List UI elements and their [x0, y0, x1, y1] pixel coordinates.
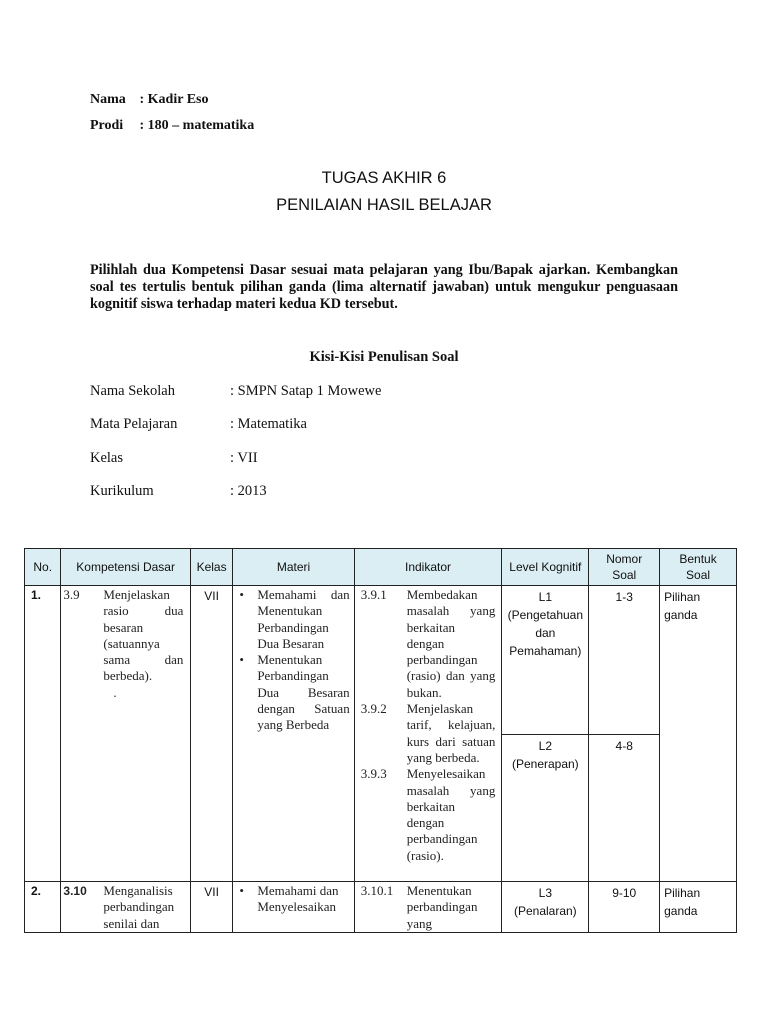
bentuk-line: ganda	[664, 904, 698, 918]
document-title: TUGAS AKHIR 6	[321, 169, 447, 187]
indicator-number: 3.9.1	[360, 587, 387, 602]
table-header-row	[25, 549, 737, 586]
kd-number: 3.10	[63, 884, 87, 898]
kd-cell	[61, 882, 190, 933]
level-desc: (Pengetahuan	[507, 608, 584, 622]
table-row	[25, 586, 737, 735]
row-number: 1.	[25, 586, 61, 882]
question-grid-table	[24, 548, 737, 933]
list-item: • Menentukan Perbandingan Dua Besaran dengan Satuan yang Berbeda	[257, 652, 349, 733]
bentuk-cell	[660, 882, 737, 933]
header-bentuk-line2: Soal	[686, 568, 711, 582]
info-class	[90, 450, 258, 467]
indicator-number: 3.9.3	[360, 766, 387, 782]
indikator-cell	[354, 586, 502, 882]
prodi-label: Prodi	[90, 118, 124, 133]
nomor-cell: 4-8	[589, 735, 660, 882]
info-key: Kurikulum	[90, 483, 154, 499]
level-code: L1	[538, 590, 552, 604]
kelas-cell: VII	[190, 586, 232, 882]
indicator-number: 3.10.1	[360, 883, 394, 898]
student-name-line	[90, 92, 208, 108]
header-kelas: Kelas	[190, 549, 232, 586]
info-subject	[90, 416, 307, 433]
level-code: L2	[538, 739, 552, 753]
grid-title: Kisi-Kisi Penulisan Soal	[309, 349, 459, 365]
header-bentuk-line1: Bentuk	[679, 552, 717, 566]
info-value: : VII	[230, 450, 258, 466]
nomor-cell: 9-10	[589, 882, 660, 933]
bentuk-cell	[660, 586, 737, 882]
level-cell-l3	[502, 882, 589, 933]
info-value: : Matematika	[230, 416, 307, 432]
level-code: L3	[538, 886, 552, 900]
header-nomor-line1: Nomor	[606, 552, 643, 566]
assignment-instruction: Pilihlah dua Kompetensi Dasar sesuai mata pelajaran yang Ibu/Bapak ajarkan. Kembangkan soal tes tertulis bentuk pilihan ganda (lima alternatif jawaban) untuk mengukur penguasaan kognitif siswa terhadap materi kedua KD tersebut.	[90, 262, 678, 312]
header-kompetensi-dasar: Kompetensi Dasar	[61, 549, 190, 586]
level-desc: Pemahaman)	[509, 644, 582, 658]
bentuk-line: ganda	[664, 608, 698, 622]
header-no: No.	[25, 549, 61, 586]
kd-number: 3.9	[63, 587, 80, 602]
info-school	[90, 383, 381, 400]
header-level-kognitif: Level Kognitif	[502, 549, 589, 586]
indicator-number: 3.9.2	[360, 701, 387, 717]
kd-cell	[61, 586, 190, 882]
info-value: : 2013	[230, 483, 267, 499]
indikator-cell	[354, 882, 502, 933]
header-materi: Materi	[233, 549, 354, 586]
level-desc: (Penerapan)	[511, 757, 579, 771]
row-number: 2.	[25, 882, 61, 933]
info-key: Nama Sekolah	[90, 383, 175, 399]
list-item: • Memahami dan Menentukan Perbandingan Dua Besaran	[257, 587, 349, 652]
prodi-value: : 180 – matematika	[139, 118, 255, 133]
indicator-item	[355, 701, 502, 766]
indicator-text: Menyelesaikan masalah yang berkaitan dengan perbandingan (rasio).	[406, 766, 496, 863]
nomor-cell: 1-3	[589, 586, 660, 735]
indicator-item	[355, 766, 502, 864]
header-nomor-soal	[589, 549, 660, 586]
indicator-text: Membedakan masalah yang berkaitan dengan perbandingan (rasio) dan yang bukan.	[406, 587, 496, 700]
table-row	[25, 882, 737, 933]
name-label: Nama	[90, 92, 126, 107]
level-desc: (Penalaran)	[513, 904, 577, 918]
study-program-line	[90, 118, 254, 134]
indicator-text: Menjelaskan tarif, kelajuan, kurs dari satuan yang berbeda.	[406, 701, 496, 765]
info-curriculum	[90, 483, 267, 500]
info-value: : SMPN Satap 1 Mowewe	[230, 383, 382, 399]
document-subtitle: PENILAIAN HASIL BELAJAR	[276, 196, 492, 214]
info-key: Mata Pelajaran	[90, 416, 178, 432]
level-desc: dan	[535, 626, 556, 640]
indicator-item	[355, 587, 502, 701]
header-indikator: Indikator	[354, 549, 502, 586]
info-key: Kelas	[90, 450, 124, 466]
kd-text: Menganalisis perbandingan senilai dan	[103, 883, 175, 931]
indicator-text: Menentukan perbandingan yang	[406, 883, 478, 931]
kd-dot: .	[113, 684, 117, 700]
kelas-cell: VII	[190, 882, 232, 933]
indicator-item	[355, 883, 502, 932]
materi-cell	[233, 586, 354, 882]
materi-cell	[233, 882, 354, 933]
level-cell-l1	[502, 586, 589, 735]
level-cell-l2	[502, 735, 589, 882]
kd-text: Menjelaskan rasio dua besaran (satuannya sama dan berbeda).	[103, 587, 184, 684]
bentuk-line: Pilihan	[664, 886, 701, 900]
header-nomor-line2: Soal	[612, 568, 637, 582]
header-bentuk-soal	[660, 549, 737, 586]
name-value: : Kadir Eso	[139, 92, 209, 107]
bentuk-line: Pilihan	[664, 590, 701, 604]
list-item: • Memahami dan Menyelesaikan	[257, 883, 349, 916]
